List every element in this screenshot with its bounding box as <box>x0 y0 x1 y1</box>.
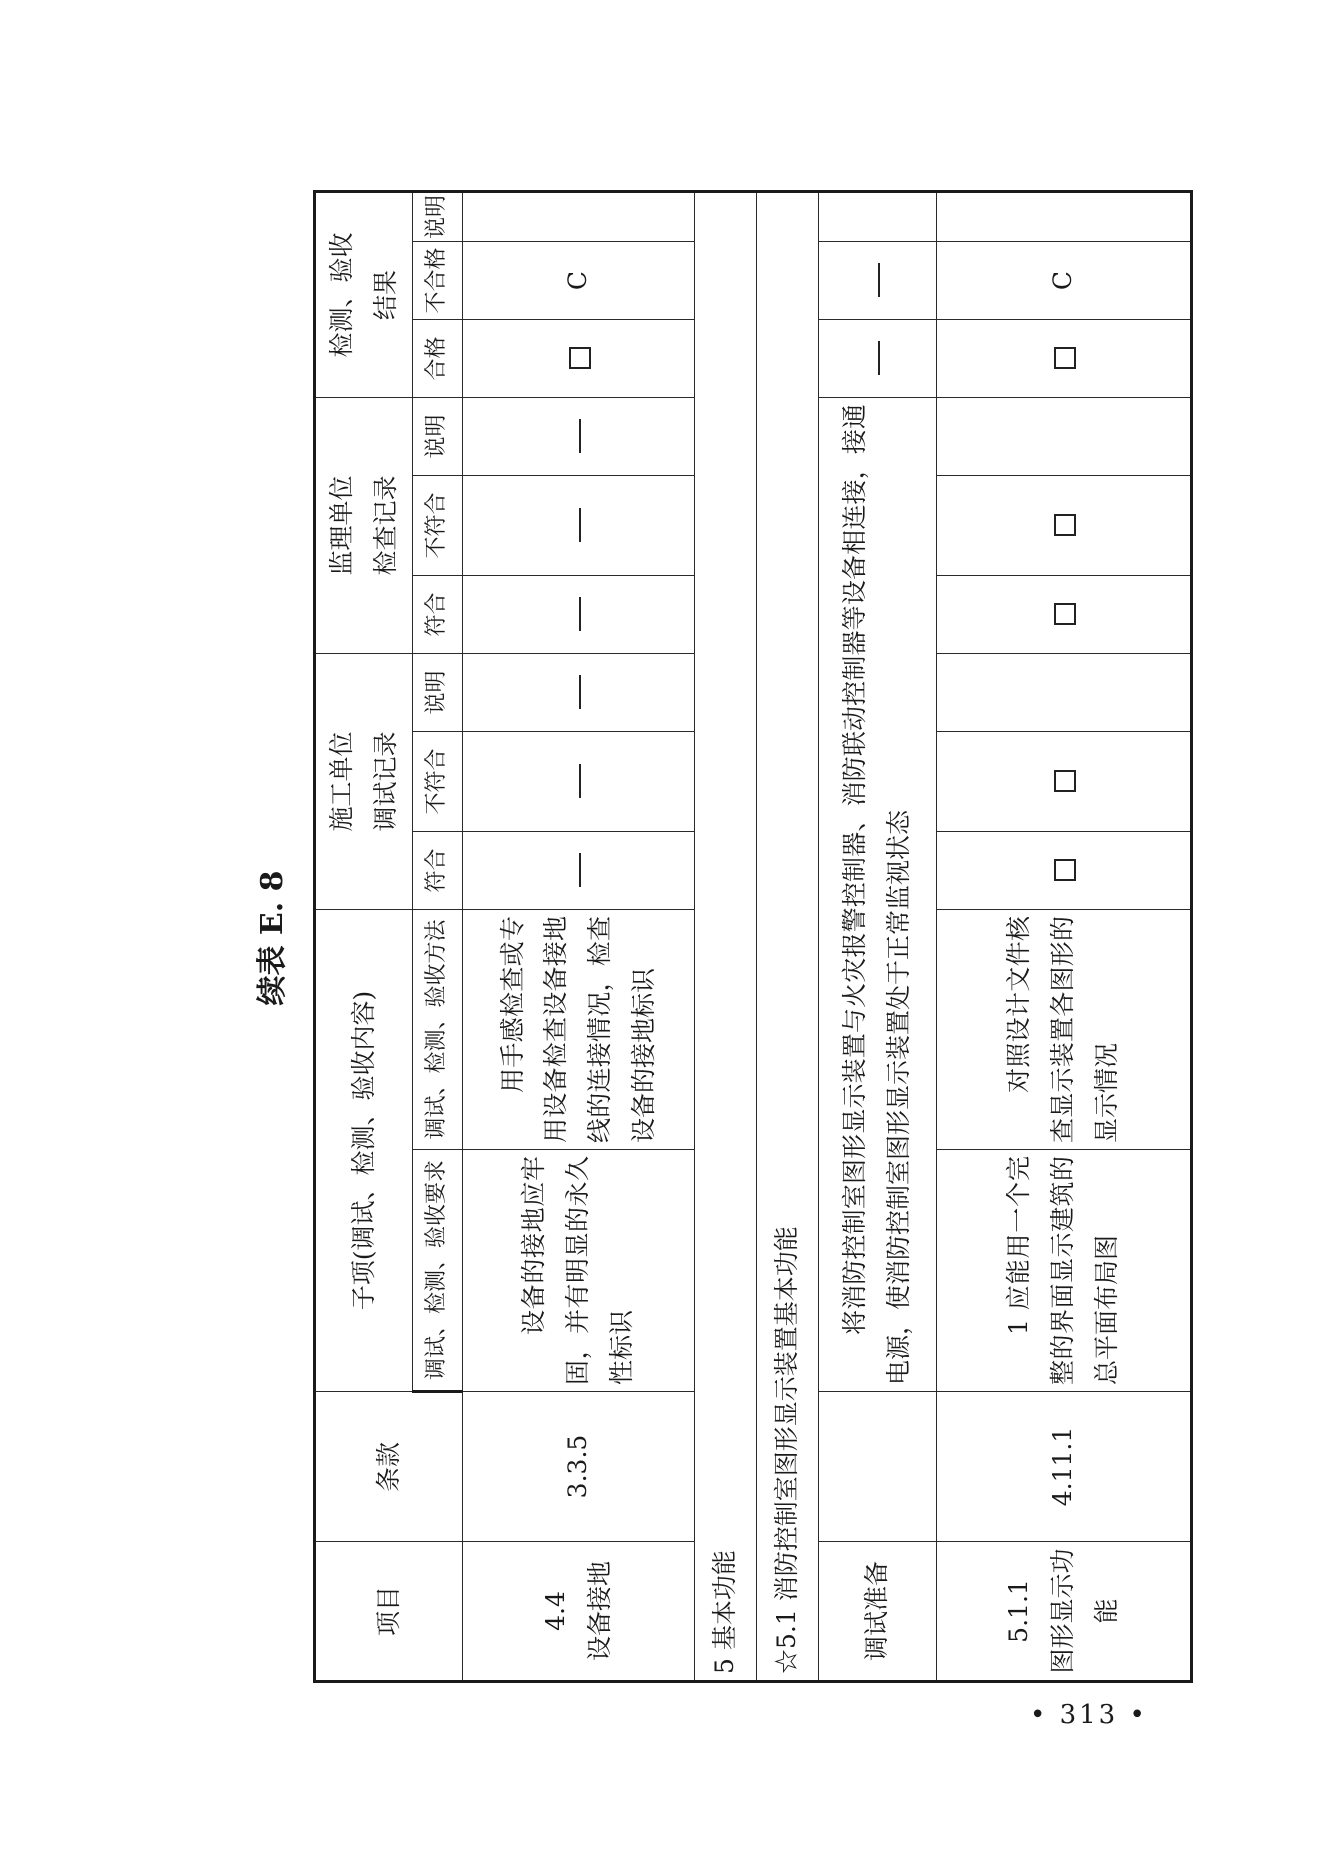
supervision-note-cell <box>936 397 1191 475</box>
header-pass: 合格 <box>412 319 462 397</box>
header-result-note: 说明 <box>412 191 462 241</box>
row-5-1-1 <box>936 191 1191 1681</box>
checkbox[interactable] <box>1054 770 1076 792</box>
dash-mark <box>579 853 581 887</box>
section-5-heading: 5 基本功能 <box>694 191 756 1681</box>
section-5-row <box>694 191 756 1681</box>
supervision-note-mark <box>462 397 694 475</box>
header-supervision-nonconform: 不符合 <box>412 475 462 575</box>
clause-cell: 4.11.1 <box>936 1392 1191 1542</box>
construction-conform-checkbox-cell <box>936 831 1191 909</box>
dash-mark <box>878 341 880 375</box>
dash-mark <box>579 419 581 453</box>
prep-text-cell: 将消防控制室图形显示装置与火灾报警控制器、消防联动控制器等设备相连接，接通电源，使消防控制室图形显示装置处于正常监视状态 <box>818 397 936 1391</box>
clause-cell: 3.3.5 <box>462 1392 694 1542</box>
rotated-table-container <box>243 193 1158 1683</box>
dash-mark <box>579 597 581 631</box>
header-construction-conform: 符合 <box>412 831 462 909</box>
header-construction-note: 说明 <box>412 653 462 731</box>
prep-pass-mark <box>818 319 936 397</box>
prep-fail-mark <box>818 241 936 319</box>
requirement-cell: 设备的接地应牢固，并有明显的永久性标识 <box>462 1150 694 1392</box>
construction-nonconform-checkbox-cell <box>936 731 1191 831</box>
project-cell: 4.4 设备接地 <box>462 1542 694 1682</box>
header-supervision-conform: 符合 <box>412 575 462 653</box>
supervision-conform-mark <box>462 575 694 653</box>
page-number: • 313 • <box>1030 1700 1148 1730</box>
prep-project-cell: 调试准备 <box>818 1542 936 1682</box>
requirement-cell: 1 应能用一个完整的界面显示建筑的总平面布局图 <box>936 1150 1191 1392</box>
supervision-conform-checkbox-cell <box>936 575 1191 653</box>
checkbox[interactable] <box>1054 514 1076 536</box>
construction-note-cell <box>936 653 1191 731</box>
method-cell: 对照设计文件核查显示装置各图形的显示情况 <box>936 909 1191 1149</box>
result-note-cell <box>462 191 694 241</box>
dash-mark <box>878 263 880 297</box>
project-cell: 5.1.1 图形显示功能 <box>936 1542 1191 1682</box>
checkbox[interactable] <box>1054 859 1076 881</box>
dash-mark <box>579 764 581 798</box>
fail-mark-cell: C <box>462 241 694 319</box>
supervision-nonconform-mark <box>462 475 694 575</box>
header-row-1 <box>315 191 413 1681</box>
dash-mark <box>579 508 581 542</box>
checkbox[interactable] <box>1054 603 1076 625</box>
checkbox[interactable] <box>1054 347 1076 369</box>
header-supervision: 监理单位 检查记录 <box>315 397 413 653</box>
method-cell: 用手感检查或专用设备检查设备接地线的连接情况，检查设备的接地标识 <box>462 909 694 1149</box>
pass-checkbox-cell <box>462 319 694 397</box>
header-supervision-note: 说明 <box>412 397 462 475</box>
header-project: 项目 <box>315 1542 463 1682</box>
table-title: 续表 E. 8 <box>255 870 290 1006</box>
section-5-1-row <box>756 191 818 1681</box>
header-fail: 不合格 <box>412 241 462 319</box>
section-5-1-heading: ☆5.1 消防控制室图形显示装置基本功能 <box>756 191 818 1681</box>
header-result: 检测、验收 结果 <box>315 191 413 397</box>
inspection-table <box>313 190 1193 1683</box>
row-4-4 <box>462 191 694 1681</box>
header-construction: 施工单位 调试记录 <box>315 653 413 909</box>
prep-row <box>818 191 936 1681</box>
header-requirement: 调试、检测、验收要求 <box>412 1150 462 1392</box>
construction-note-mark <box>462 653 694 731</box>
header-clause: 条款 <box>315 1392 463 1542</box>
prep-clause-cell <box>818 1392 936 1542</box>
result-note-cell <box>936 191 1191 241</box>
construction-nonconform-mark <box>462 731 694 831</box>
construction-conform-mark <box>462 831 694 909</box>
pass-checkbox-cell <box>936 319 1191 397</box>
checkbox[interactable] <box>569 347 591 369</box>
header-construction-nonconform: 不符合 <box>412 731 462 831</box>
supervision-nonconform-checkbox-cell <box>936 475 1191 575</box>
dash-mark <box>579 675 581 709</box>
header-method: 调试、检测、验收方法 <box>412 909 462 1149</box>
fail-mark-cell: C <box>936 241 1191 319</box>
header-subitem: 子项(调试、检测、验收内容) <box>315 909 413 1391</box>
prep-note-cell <box>818 191 936 241</box>
